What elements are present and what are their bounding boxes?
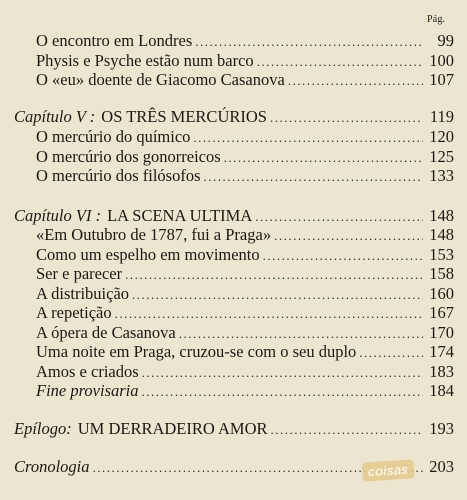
toc-entry [36, 303, 454, 323]
chapter-title: LA SCENA ULTIMA [107, 206, 253, 225]
dot-leader [204, 169, 423, 185]
dot-leader [270, 110, 423, 126]
toc-entry [36, 51, 454, 71]
toc-entry-title: O mercúrio do químico [36, 127, 191, 146]
dot-leader [288, 73, 423, 89]
toc-entry-page: 125 [429, 147, 454, 166]
chapter-title: OS TRÊS MERCÚRIOS [101, 107, 267, 126]
toc-entry-title: Como um espelho em movimento [36, 245, 260, 264]
toc-entry-page: 153 [429, 245, 454, 264]
epilogue-title: UM DERRADEIRO AMOR [77, 419, 268, 438]
toc-entry-page: 203 [429, 457, 454, 476]
dot-leader [179, 326, 423, 342]
dot-leader [195, 34, 423, 50]
dot-leader [274, 228, 423, 244]
toc-entry [36, 284, 454, 304]
chapter-label: Capítulo V : [14, 107, 96, 126]
toc-entry-title: «Em Outubro de 1787, fui a Praga» [36, 225, 272, 244]
toc-entry-page: 160 [429, 284, 454, 303]
toc-entry-page: 99 [437, 31, 454, 50]
dot-leader [263, 248, 423, 264]
toc-entry-title: A repetição [36, 303, 112, 322]
dot-leader [125, 267, 423, 283]
toc-entry-page: 148 [429, 206, 454, 225]
toc-entry-page: 170 [429, 323, 454, 342]
toc-chapter-heading [14, 206, 454, 226]
toc-entry-title: O mercúrio dos gonorreicos [36, 147, 221, 166]
toc-entry-title: Ser e parecer [36, 264, 123, 283]
toc-entry [36, 342, 454, 362]
dot-leader [359, 345, 423, 361]
dot-leader [257, 54, 423, 70]
toc-entry-page: 183 [429, 362, 454, 381]
toc-entry [36, 362, 454, 382]
toc-entry-page: 174 [429, 342, 454, 361]
toc-entry [36, 147, 454, 167]
toc-entry [36, 264, 454, 284]
toc-entry-title: A distribuição [36, 284, 130, 303]
toc-entry-page: 148 [429, 225, 454, 244]
toc-entry-page: 120 [429, 127, 454, 146]
toc-entry [36, 245, 454, 265]
watermark-logo [361, 459, 414, 482]
toc-entry [36, 70, 454, 90]
toc-chapter-heading [14, 419, 454, 439]
page-column-label: Pág. [427, 14, 446, 25]
toc-entry-page: 119 [429, 107, 454, 126]
toc-entry [36, 166, 454, 186]
toc-entry-title: A ópera de Casanova [36, 323, 176, 342]
toc-entry-title: O «eu» doente de Giacomo Casanova [36, 70, 285, 89]
toc-entry [36, 127, 454, 147]
toc-entry [36, 323, 454, 343]
toc-entry [36, 225, 454, 245]
toc-entry-page: 158 [429, 264, 454, 283]
watermark-text: coisas [367, 461, 409, 480]
dot-leader [255, 209, 423, 225]
toc-entry-page: 100 [429, 51, 454, 70]
toc-entry-page: 184 [429, 381, 454, 400]
dot-leader [142, 365, 423, 381]
toc-entry [36, 31, 454, 51]
chronology-title: Cronologia [14, 457, 90, 476]
toc-entry-page: 193 [429, 419, 454, 438]
toc-entry-page: 107 [429, 70, 454, 89]
dot-leader [224, 150, 423, 166]
dot-leader [142, 384, 423, 400]
toc-entry-title: Physis e Psyche estão num barco [36, 51, 254, 70]
toc-entry-title: Fine provisaria [36, 381, 139, 400]
toc-entry-title: O mercúrio dos filósofos [36, 166, 201, 185]
toc-chapter-heading [14, 107, 454, 127]
dot-leader [193, 130, 423, 146]
toc-entry [36, 381, 454, 401]
dot-leader [132, 287, 423, 303]
chapter-label: Capítulo VI : [14, 206, 102, 225]
toc-entry-page: 167 [429, 303, 454, 322]
toc-entry-title: O encontro em Londres [36, 31, 193, 50]
dot-leader [271, 422, 423, 438]
toc-entry-title: Uma noite em Praga, cruzou-se com o seu duplo [36, 342, 357, 361]
dot-leader [115, 306, 423, 322]
toc-entry-title: Amos e criados [36, 362, 139, 381]
toc-entry-page: 133 [429, 166, 454, 185]
epilogue-label: Epílogo: [14, 419, 72, 438]
